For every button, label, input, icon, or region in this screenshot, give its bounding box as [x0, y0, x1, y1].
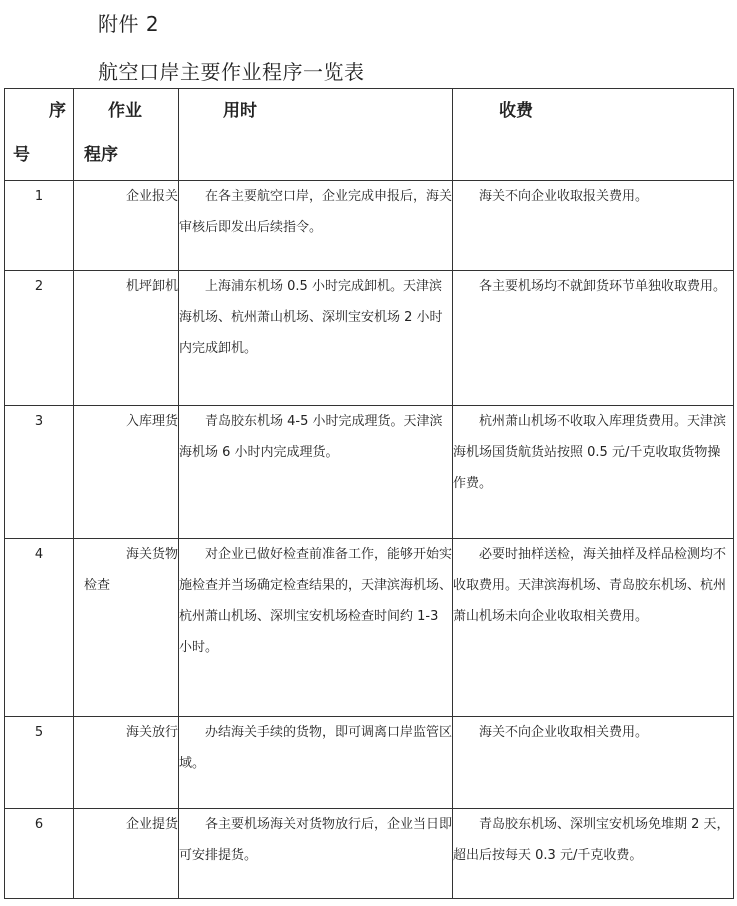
row-procedure — [74, 406, 179, 539]
row-fee-text: 必要时抽样送检，海关抽样及样品检测均不收取费用。天津滨海机场、青岛胶东机场、杭州萧山机场未向企业收取相关费用。 — [453, 547, 727, 624]
row-time-text: 办结海关手续的货物，即可调离口岸监管区域。 — [179, 725, 453, 771]
row-fee — [453, 717, 734, 809]
row-time — [179, 539, 453, 717]
row-time — [179, 406, 453, 539]
table-row — [5, 271, 734, 406]
row-time — [179, 271, 453, 406]
table-row — [5, 406, 734, 539]
row-time — [179, 809, 453, 899]
row-fee-text: 杭州萧山机场不收取入库理货费用。天津滨海机场国货航货站按照 0.5 元/千克收取货物操作费。 — [453, 414, 727, 491]
row-fee — [453, 406, 734, 539]
row-time-text: 各主要机场海关对货物放行后，企业当日即可安排提货。 — [179, 817, 453, 863]
header-time-label: 用时 — [223, 101, 257, 121]
row-seq: 3 — [5, 406, 74, 539]
table-row — [5, 539, 734, 717]
row-time-text: 上海浦东机场 0.5 小时完成卸机。天津滨海机场、杭州萧山机场、深圳宝安机场 2 小时内完成卸机。 — [179, 279, 443, 356]
row-procedure — [74, 809, 179, 899]
table-row — [5, 809, 734, 899]
header-fee-label: 收费 — [499, 101, 533, 121]
header-seq — [5, 89, 74, 181]
row-procedure-line1: 企业报关 — [125, 189, 178, 204]
header-procedure-line1: 作业 — [108, 101, 142, 121]
row-procedure-line1: 机坪卸机 — [125, 279, 178, 294]
row-fee-text: 各主要机场均不就卸货环节单独收取费用。 — [479, 279, 727, 294]
row-fee-text: 海关不向企业收取报关费用。 — [479, 189, 649, 204]
header-procedure — [74, 89, 179, 181]
header-seq-line2: 号 — [13, 145, 30, 165]
row-time — [179, 717, 453, 809]
row-time-text: 对企业已做好检查前准备工作，能够开始实施检查并当场确定检查结果的，天津滨海机场、杭州萧山机场、深圳宝安机场检查时间约 1-3 小时。 — [179, 547, 453, 655]
row-time — [179, 181, 453, 271]
row-seq: 2 — [5, 271, 74, 406]
row-procedure-line1: 企业提货 — [125, 817, 178, 832]
table-row — [5, 717, 734, 809]
row-seq: 1 — [5, 181, 74, 271]
row-procedure — [74, 271, 179, 406]
header-fee — [453, 89, 734, 181]
row-procedure-line1: 海关货物 — [125, 547, 178, 562]
procedures-table — [4, 88, 734, 899]
document-title: 航空口岸主要作业程序一览表 — [98, 60, 365, 84]
row-fee-text: 海关不向企业收取相关费用。 — [479, 725, 649, 740]
header-time — [179, 89, 453, 181]
row-procedure-line1: 海关放行 — [125, 725, 178, 740]
row-fee — [453, 181, 734, 271]
row-seq: 4 — [5, 539, 74, 717]
header-procedure-line2: 程序 — [84, 145, 118, 165]
row-fee — [453, 271, 734, 406]
row-fee — [453, 809, 734, 899]
row-procedure — [74, 539, 179, 717]
header-seq-line1: 序 — [49, 101, 66, 121]
row-seq: 6 — [5, 809, 74, 899]
row-seq: 5 — [5, 717, 74, 809]
row-procedure — [74, 181, 179, 271]
row-time-text: 青岛胶东机场 4-5 小时完成理货。天津滨海机场 6 小时内完成理货。 — [179, 414, 443, 460]
row-procedure — [74, 717, 179, 809]
row-time-text: 在各主要航空口岸，企业完成申报后，海关审核后即发出后续指令。 — [179, 189, 453, 235]
attachment-label: 附件 2 — [98, 12, 160, 36]
row-procedure-line2: 检查 — [84, 578, 111, 593]
row-procedure-line1: 入库理货 — [125, 414, 178, 429]
table-row — [5, 181, 734, 271]
row-fee-text: 青岛胶东机场、深圳宝安机场免堆期 2 天，超出后按每天 0.3 元/千克收费。 — [453, 817, 730, 863]
table-header-row — [5, 89, 734, 181]
row-fee — [453, 539, 734, 717]
